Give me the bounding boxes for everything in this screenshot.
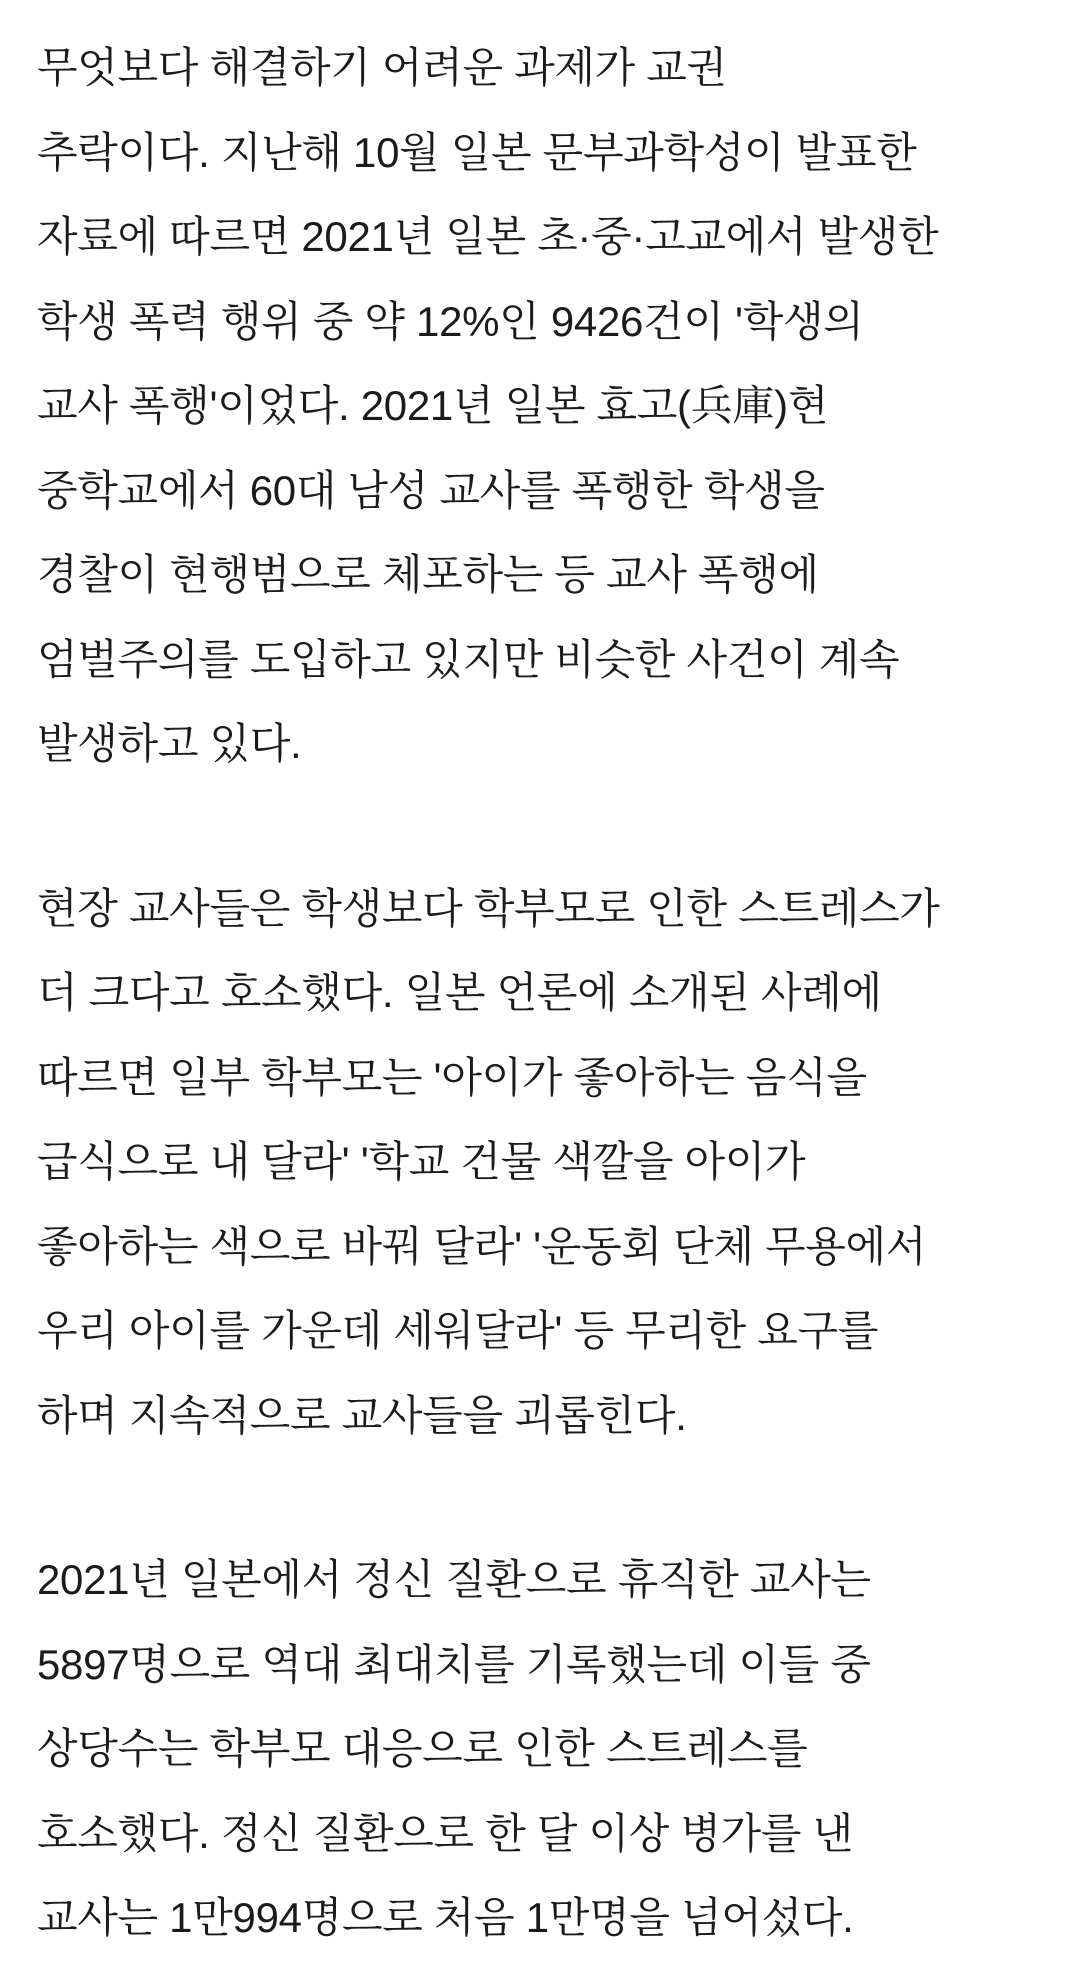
- text-line: 상당수는 학부모 대응으로 인한 스트레스를: [37, 1725, 808, 1772]
- text-line: 하며 지속적으로 교사들을 괴롭힌다.: [37, 1391, 687, 1439]
- text-line: 중학교에서 60대 남성 교사를 폭행한 학생을: [37, 466, 825, 514]
- text-line: 현장 교사들은 학생보다 학부모로 인한 스트레스가: [37, 884, 940, 932]
- text-line: 좋아하는 색으로 바꿔 달라' '운동회 단체 무용에서: [37, 1222, 927, 1270]
- text-line: 학생 폭력 행위 중 약 12%인 9426건이 '학생의: [37, 297, 864, 345]
- text-line: 교사 폭행'이었다. 2021년 일본 효고(兵庫)현: [37, 382, 829, 429]
- text-line: 우리 아이를 가운데 세워달라' 등 무리한 요구를: [37, 1307, 879, 1354]
- text-line: 더 크다고 호소했다. 일본 언론에 소개된 사례에: [37, 969, 882, 1016]
- text-line: 따르면 일부 학부모는 '아이가 좋아하는 음식을: [37, 1053, 867, 1101]
- paragraph-1: [37, 26, 1040, 787]
- text-line: 호소했다. 정신 질환으로 한 달 이상 병가를 낸: [37, 1809, 853, 1857]
- paragraph-2: [37, 867, 1040, 1459]
- text-line: 발생하고 있다.: [37, 720, 302, 767]
- paragraph-3: [37, 1538, 1040, 1961]
- text-line: 5897명으로 역대 최대치를 기록했는데 이들 중: [37, 1640, 871, 1688]
- text-line: 2021년 일본에서 정신 질환으로 휴직한 교사는: [37, 1556, 871, 1603]
- text-line: 추락이다. 지난해 10월 일본 문부과학성이 발표한: [37, 128, 917, 176]
- text-line: 경찰이 현행범으로 체포하는 등 교사 폭행에: [37, 551, 819, 598]
- text-line: 급식으로 내 달라' '학교 건물 색깔을 아이가: [37, 1138, 806, 1185]
- text-line: 교사는 1만994명으로 처음 1만명을 넘어섰다.: [37, 1894, 854, 1941]
- text-line: 무엇보다 해결하기 어려운 과제가 교권: [37, 44, 727, 91]
- text-line: 자료에 따르면 2021년 일본 초·중·고교에서 발생한: [37, 213, 939, 260]
- text-line: 엄벌주의를 도입하고 있지만 비슷한 사건이 계속: [37, 635, 900, 683]
